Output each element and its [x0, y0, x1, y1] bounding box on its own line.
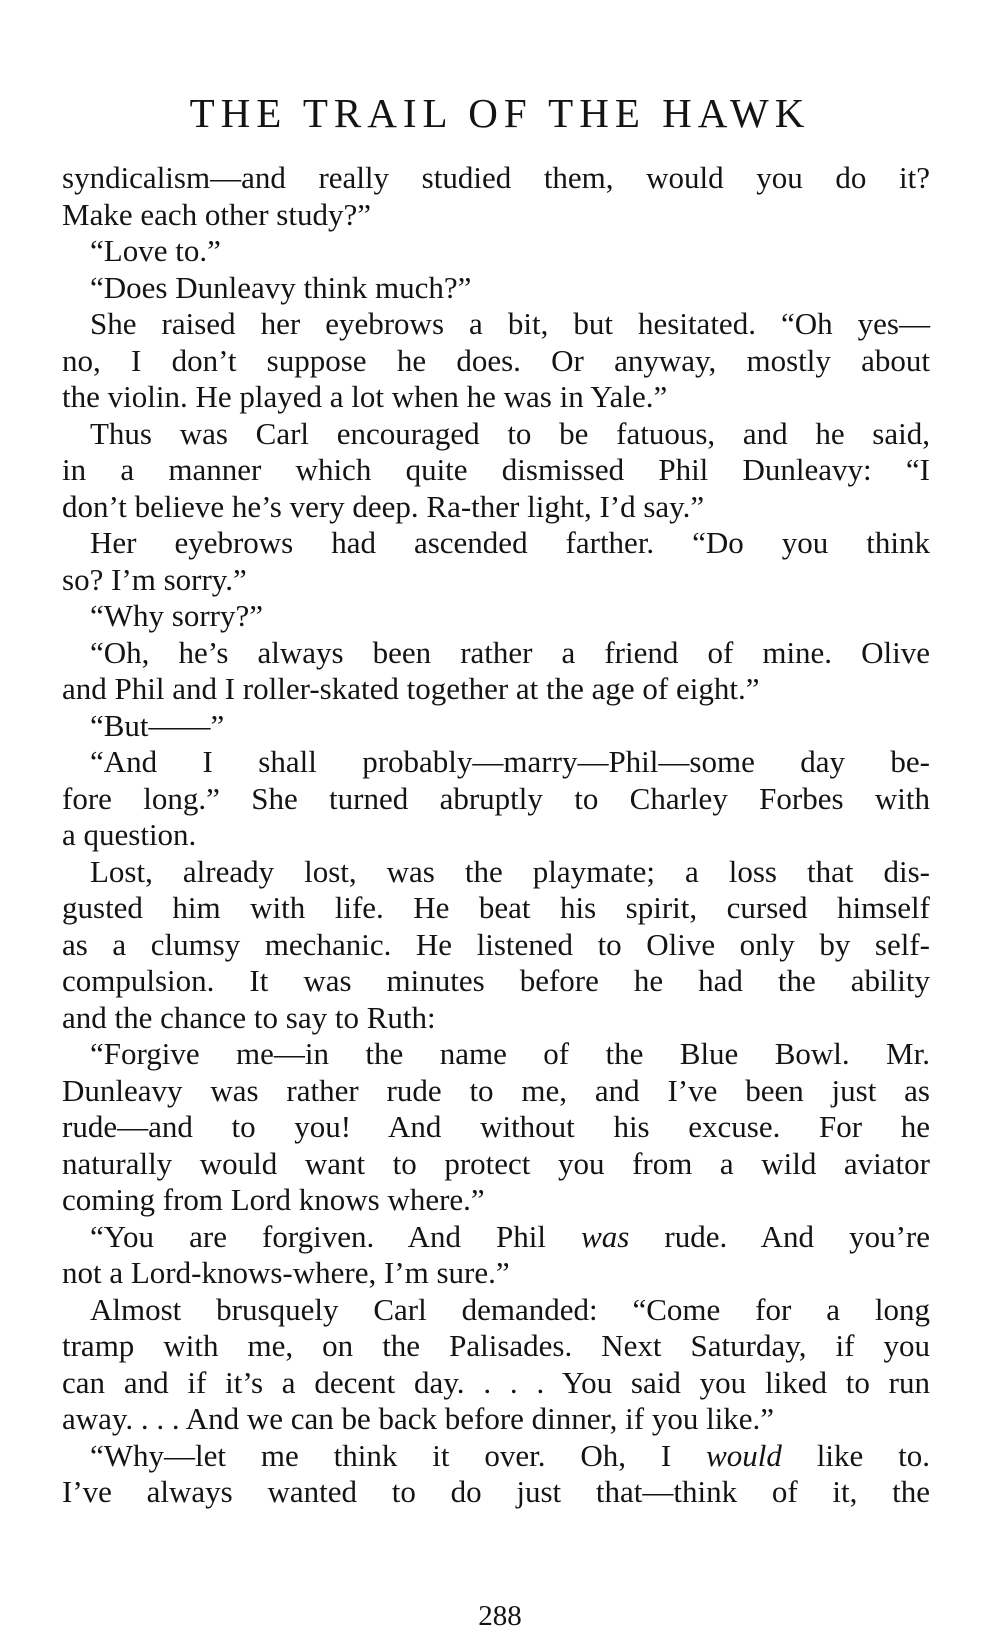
italic-word: was [581, 1218, 630, 1254]
line-text: not a Lord-knows-where, I’m sure.” [62, 1255, 510, 1290]
text-line [62, 525, 930, 562]
text-line [62, 817, 930, 854]
text-line [62, 1000, 930, 1037]
text-line [62, 854, 930, 891]
text-line [62, 416, 930, 453]
text-line [62, 598, 930, 635]
text-line [62, 963, 930, 1000]
line-text: Thus was Carl encouraged to be fatuous, and he said, [90, 415, 930, 451]
text-line [62, 1328, 930, 1365]
line-text: “Does Dunleavy think much?” [90, 269, 472, 305]
text-line [62, 160, 930, 197]
text-line [62, 306, 930, 343]
text-line [62, 379, 930, 416]
line-text: “Why—let me think it over. Oh, I [90, 1437, 707, 1473]
body-text [62, 160, 930, 1511]
line-text: gusted him with life. He beat his spirit, cursed himself [62, 890, 930, 925]
italic-word: would [706, 1437, 782, 1473]
line-text: “Why sorry?” [90, 598, 263, 633]
text-line [62, 1438, 930, 1475]
line-text: in a manner which quite dismissed Phil Dunleavy: “I [62, 452, 930, 487]
text-line [62, 890, 930, 927]
text-line [62, 1146, 930, 1183]
line-text: syndicalism—and really studied them, would you do it? [62, 160, 930, 195]
text-line [62, 1109, 930, 1146]
line-text: can and if it’s a decent day. . . . You said you liked to run [62, 1364, 930, 1400]
line-text: “Forgive me—in the name of the Blue Bowl. Mr. [90, 1036, 930, 1071]
line-text: Her eyebrows had ascended farther. “Do you think [90, 525, 930, 560]
line-text: the violin. He played a lot when he was in Yale.” [62, 379, 668, 414]
line-text: “But——” [90, 707, 225, 743]
line-text: “Love to.” [90, 233, 221, 268]
text-line [62, 270, 930, 307]
text-line [62, 1219, 930, 1256]
text-line [62, 233, 930, 270]
line-text: don’t believe he’s very deep. Ra-ther light, I’d say.” [62, 488, 705, 524]
text-line [62, 1365, 930, 1402]
line-text: “You are forgiven. And Phil [90, 1218, 582, 1254]
text-line [62, 1073, 930, 1110]
text-line [62, 452, 930, 489]
line-text: tramp with me, on the Palisades. Next Saturday, if you [62, 1328, 930, 1363]
line-text: She raised her eyebrows a bit, but hesitated. “Oh yes— [90, 306, 930, 341]
line-text: “Oh, he’s always been rather a friend of mine. Olive [90, 634, 930, 670]
line-text: no, I don’t suppose he does. Or anyway, mostly about [62, 342, 930, 378]
text-line [62, 1255, 930, 1292]
line-text: coming from Lord knows where.” [62, 1182, 485, 1217]
text-line [62, 635, 930, 672]
text-line [62, 343, 930, 380]
line-text: a question. [62, 817, 197, 852]
page-number: 288 [478, 1600, 522, 1632]
text-line [62, 197, 930, 234]
running-head: THE TRAIL OF THE HAWK [189, 90, 811, 136]
text-line [62, 562, 930, 599]
text-line [62, 1474, 930, 1511]
line-text: fore long.” She turned abruptly to Charley Forbes with [62, 780, 930, 816]
line-text: so? I’m sorry.” [62, 561, 247, 597]
text-line [62, 708, 930, 745]
line-text-continued: rude. And you’re [629, 1218, 930, 1254]
line-text: as a clumsy mechanic. He listened to Olive only by self- [62, 926, 930, 962]
text-line [62, 1036, 930, 1073]
line-text: naturally would want to protect you from a wild aviator [62, 1145, 930, 1181]
text-line [62, 781, 930, 818]
text-line [62, 1182, 930, 1219]
line-text: Make each other study?” [62, 196, 372, 232]
line-text: Dunleavy was rather rude to me, and I’ve been just as [62, 1072, 930, 1108]
line-text: and Phil and I roller-skated together at the age of eight.” [62, 671, 760, 706]
text-line [62, 1292, 930, 1329]
line-text-continued: like to. [781, 1437, 930, 1473]
line-text: rude—and to you! And without his excuse. For he [62, 1109, 930, 1144]
line-text: I’ve always wanted to do just that—think of it, the [62, 1474, 930, 1509]
text-line [62, 671, 930, 708]
line-text: away. . . . And we can be back before dinner, if you like.” [62, 1401, 775, 1436]
text-line [62, 1401, 930, 1438]
line-text: and the chance to say to Ruth: [62, 999, 436, 1035]
line-text: Lost, already lost, was the playmate; a loss that dis- [90, 853, 930, 889]
text-line [62, 744, 930, 781]
line-text: Almost brusquely Carl demanded: “Come for a long [90, 1291, 930, 1327]
line-text: compulsion. It was minutes before he had the ability [62, 963, 930, 998]
text-line [62, 927, 930, 964]
line-text: “And I shall probably—marry—Phil—some day be- [90, 744, 930, 779]
text-line [62, 489, 930, 526]
